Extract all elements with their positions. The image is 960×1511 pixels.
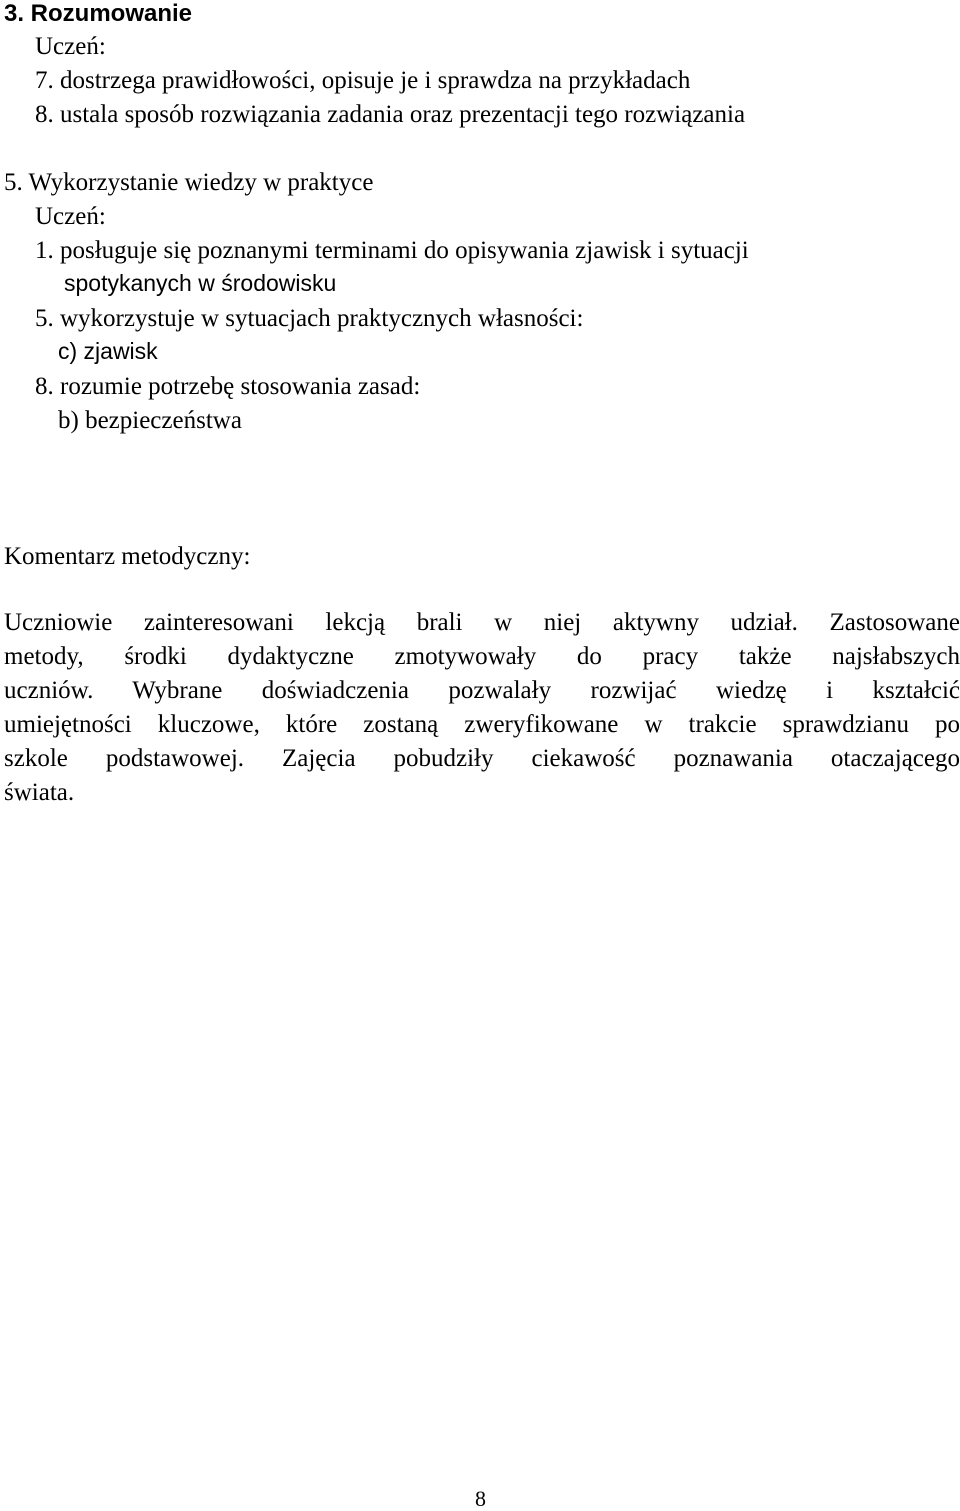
section-3-title: 3. Rozumowanie bbox=[4, 0, 193, 27]
section-5-title: 5. Wykorzystanie wiedzy w praktyce bbox=[4, 169, 374, 196]
commentary-line-6: świata. bbox=[4, 779, 75, 806]
section-3-item-7: 7. dostrzega prawidłowości, opisuje je i sprawdza na przykładach bbox=[35, 67, 691, 94]
section-3-item-8: 8. ustala sposób rozwiązania zadania oraz prezentacji tego rozwiązania bbox=[35, 101, 746, 128]
commentary-line-2: metody, środki dydaktyczne zmotywowały do pracy także najsłabszych bbox=[4, 643, 960, 670]
commentary-line-4: umiejętności kluczowe, które zostaną zweryfikowane w trakcie sprawdzianu po bbox=[4, 711, 960, 738]
section-5-item-8: 8. rozumie potrzebę stosowania zasad: bbox=[35, 373, 421, 400]
section-3-student-label: Uczeń: bbox=[35, 33, 106, 60]
section-5-item-5: 5. wykorzystuje w sytuacjach praktycznych własności: bbox=[35, 305, 584, 332]
page-number: 8 bbox=[475, 1486, 486, 1511]
commentary-line-5: szkole podstawowej. Zajęcia pobudziły ciekawość poznawania otaczającego bbox=[4, 745, 960, 772]
section-5-item-1: 1. posługuje się poznanymi terminami do opisywania zjawisk i sytuacji bbox=[35, 237, 749, 264]
commentary-line-3: uczniów. Wybrane doświadczenia pozwalały rozwijać wiedzę i kształcić bbox=[4, 677, 960, 704]
section-5-student-label: Uczeń: bbox=[35, 203, 106, 230]
section-5-item-8-sub: b) bezpieczeństwa bbox=[58, 407, 242, 434]
section-5-item-5-sub: c) zjawisk bbox=[58, 338, 158, 364]
commentary-heading: Komentarz metodyczny: bbox=[4, 543, 251, 570]
commentary-line-1: Uczniowie zainteresowani lekcją brali w niej aktywny udział. Zastosowane bbox=[4, 609, 960, 636]
section-5-item-1-continuation: spotykanych w środowisku bbox=[64, 270, 337, 296]
